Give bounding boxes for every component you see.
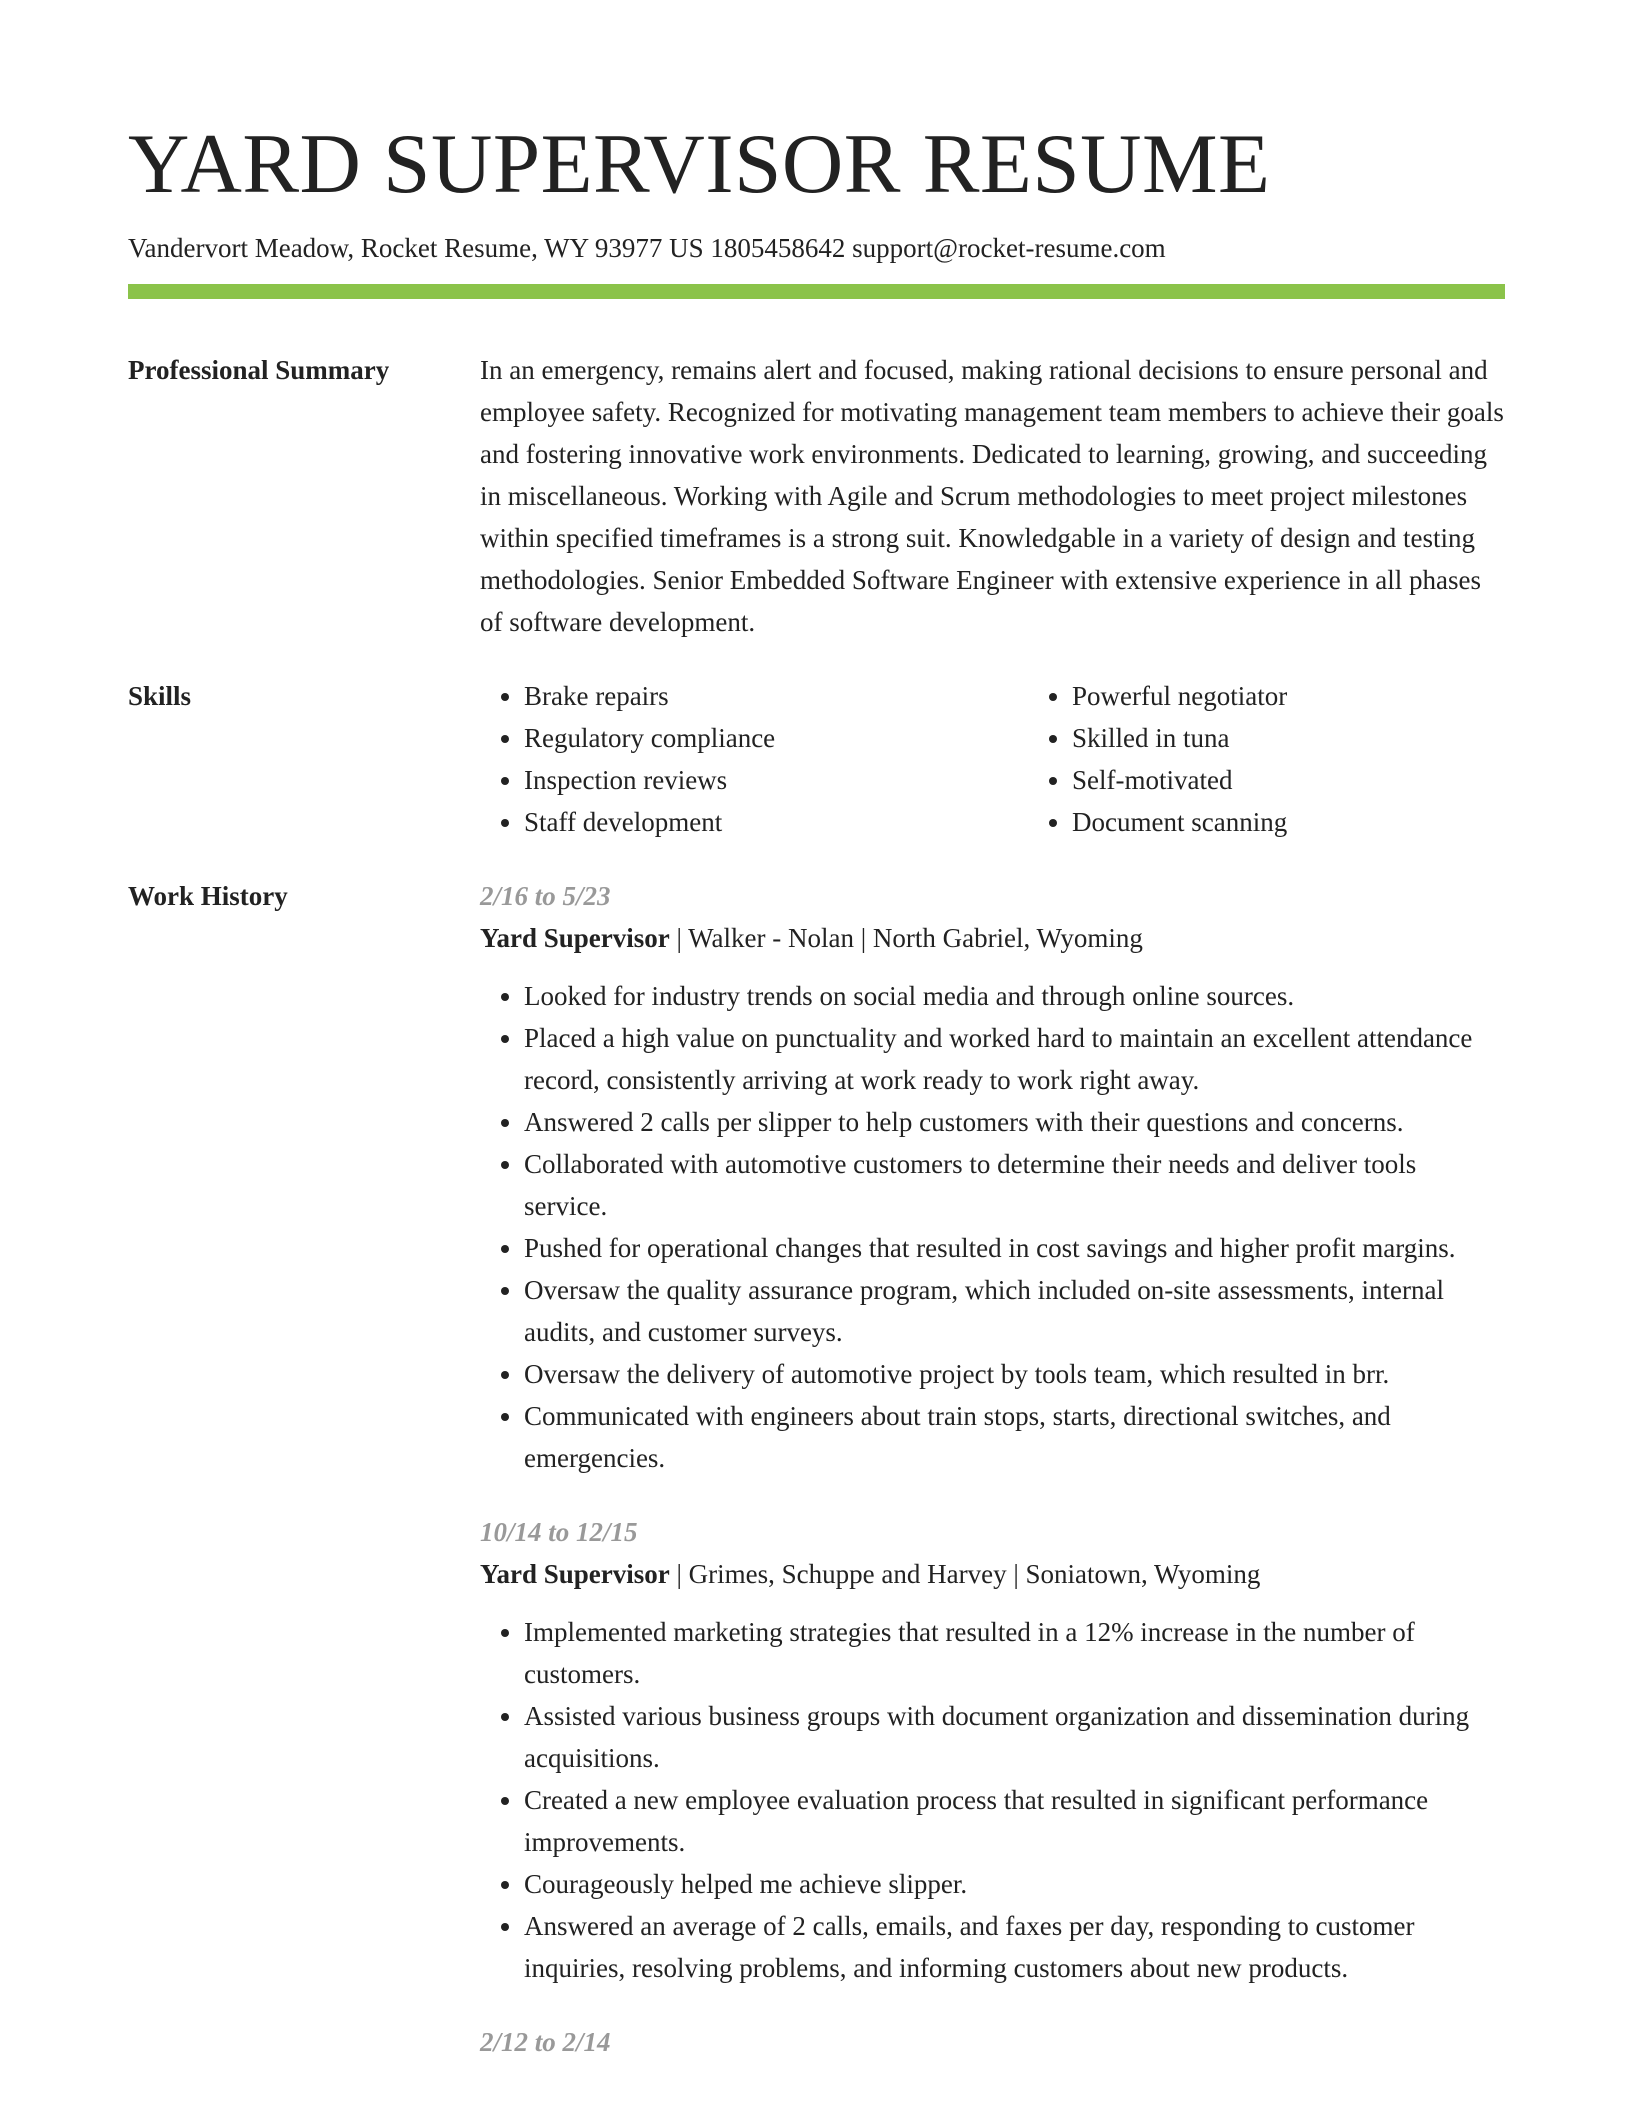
skill-item: • Self-motivated <box>1072 759 1576 801</box>
skills-grid <box>480 675 1576 843</box>
skills-column-right <box>1028 675 1576 843</box>
job-company-location: | Grimes, Schuppe and Harvey | Soniatown, Wyoming <box>669 1558 1261 1589</box>
header-divider <box>128 284 1505 299</box>
job-bullet: • Placed a high value on punctuality and worked hard to maintain an excellent attendance record, consistently arriving at work ready to work right away. <box>524 1017 1505 1101</box>
job-bullet: • Answered an average of 2 calls, emails, and faxes per day, responding to customer inquiries, resolving problems, and informing customers about new products. <box>524 1905 1505 1989</box>
section-label-skills: Skills <box>128 680 192 711</box>
skill-item: • Brake repairs <box>524 675 1028 717</box>
job-entry <box>480 875 1505 1479</box>
resume-title: YARD SUPERVISOR RESUME <box>128 117 1271 211</box>
job-entry <box>480 2021 1505 2063</box>
job-bullet: • Assisted various business groups with document organization and dissemination during acquisitions. <box>524 1695 1505 1779</box>
job-dates: 10/14 to 12/15 <box>480 1516 638 1547</box>
professional-summary-section <box>128 349 1505 643</box>
job-company-location: | Walker - Nolan | North Gabriel, Wyoming <box>669 922 1143 953</box>
job-bullet: • Oversaw the quality assurance program, which included on-site assessments, internal audits, and customer surveys. <box>524 1269 1505 1353</box>
contact-line <box>128 232 1505 264</box>
skill-item: • Document scanning <box>1072 801 1576 843</box>
skill-item: • Skilled in tuna <box>1072 717 1576 759</box>
job-entry <box>480 1511 1505 1989</box>
section-label-work: Work History <box>128 880 288 911</box>
skills-column-left <box>480 675 1028 843</box>
work-history-section <box>128 875 1505 2063</box>
skill-item: • Staff development <box>524 801 1028 843</box>
job-bullet: • Pushed for operational changes that resulted in cost savings and higher profit margins. <box>524 1227 1505 1269</box>
skill-item: • Powerful negotiator <box>1072 675 1576 717</box>
job-title: Yard Supervisor <box>480 1558 670 1589</box>
job-bullets <box>480 975 1505 1479</box>
job-bullet: • Oversaw the delivery of automotive project by tools team, which resulted in brr. <box>524 1353 1505 1395</box>
resume-page <box>128 118 1505 2063</box>
job-bullet: • Courageously helped me achieve slipper. <box>524 1863 1505 1905</box>
email-text: support@rocket-resume.com <box>852 232 1166 263</box>
skills-section <box>128 675 1505 843</box>
job-title: Yard Supervisor <box>480 922 670 953</box>
skill-item: • Inspection reviews <box>524 759 1028 801</box>
job-heading <box>480 1553 1505 1595</box>
job-heading <box>480 917 1505 959</box>
address-text: Vandervort Meadow, Rocket Resume, WY 93977 US <box>128 232 704 263</box>
section-label-summary: Professional Summary <box>128 354 390 385</box>
job-bullet: • Created a new employee evaluation process that resulted in significant performance improvements. <box>524 1779 1505 1863</box>
skill-item: • Regulatory compliance <box>524 717 1028 759</box>
phone-text: 1805458642 <box>710 232 846 263</box>
job-bullet: • Communicated with engineers about train stops, starts, directional switches, and emergencies. <box>524 1395 1505 1479</box>
job-bullet: • Answered 2 calls per slipper to help customers with their questions and concerns. <box>524 1101 1505 1143</box>
job-bullet: • Looked for industry trends on social media and through online sources. <box>524 975 1505 1017</box>
job-dates: 2/12 to 2/14 <box>480 2026 611 2057</box>
job-bullet: • Collaborated with automotive customers to determine their needs and deliver tools service. <box>524 1143 1505 1227</box>
summary-text: In an emergency, remains alert and focused, making rational decisions to ensure personal and employee safety. Recognized for motivating management team members to achieve their goals and fostering innovative work environments. Dedicated to learning, growing, and succeeding in miscellaneous. Working with Agile and Scrum methodologies to meet project milestones within specified timeframes is a strong suit. Knowledgable in a variety of design and testing methodologies. Senior Embedded Software Engineer with extensive experience in all phases of software development. <box>480 354 1504 637</box>
job-bullets <box>480 1611 1505 1989</box>
job-dates: 2/16 to 5/23 <box>480 880 611 911</box>
job-bullet: • Implemented marketing strategies that resulted in a 12% increase in the number of customers. <box>524 1611 1505 1695</box>
